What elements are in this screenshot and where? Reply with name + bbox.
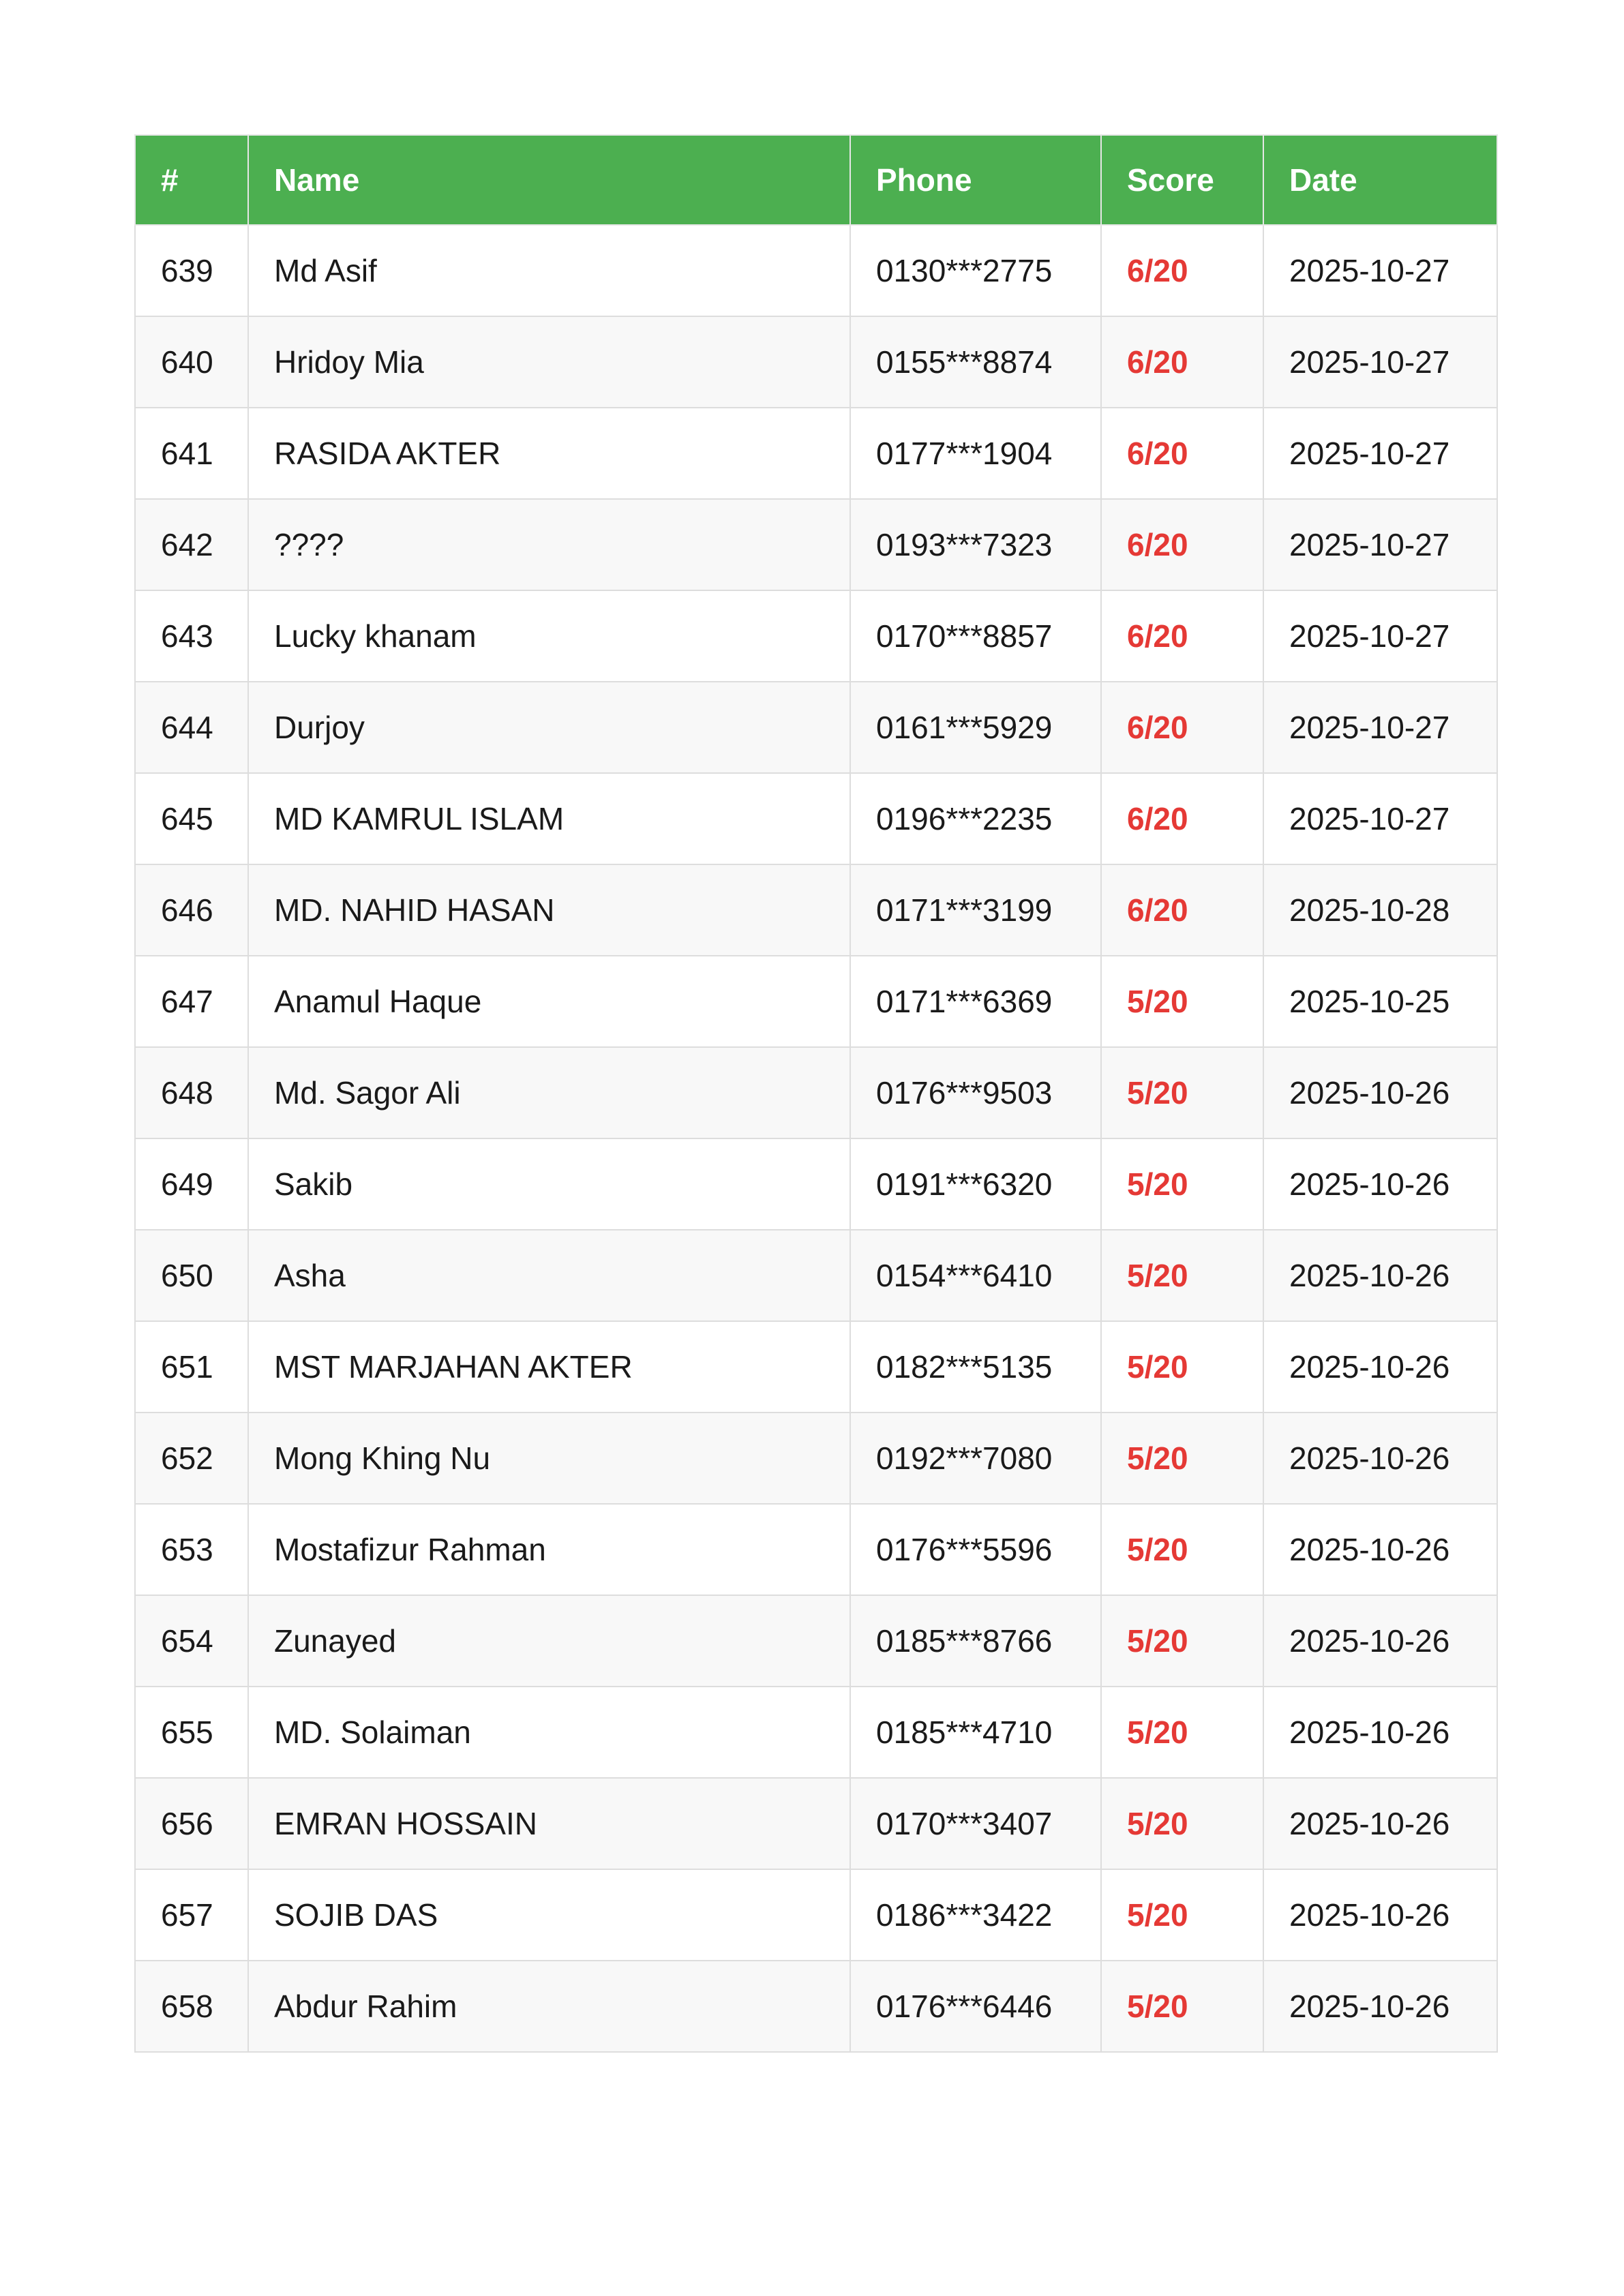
cell-date: 2025-10-26	[1263, 1230, 1497, 1321]
cell-num: 654	[135, 1595, 248, 1687]
cell-name: Lucky khanam	[248, 590, 850, 682]
cell-date: 2025-10-27	[1263, 499, 1497, 590]
cell-phone: 0161***5929	[850, 682, 1101, 773]
cell-num: 655	[135, 1687, 248, 1778]
cell-num: 651	[135, 1321, 248, 1413]
cell-name: SOJIB DAS	[248, 1869, 850, 1961]
cell-name: Anamul Haque	[248, 956, 850, 1047]
cell-phone: 0186***3422	[850, 1869, 1101, 1961]
table-row	[135, 225, 1497, 316]
cell-date: 2025-10-26	[1263, 1961, 1497, 2052]
cell-date: 2025-10-26	[1263, 1047, 1497, 1138]
table-row	[135, 1138, 1497, 1230]
cell-score: 5/20	[1101, 1869, 1263, 1961]
cell-phone: 0192***7080	[850, 1413, 1101, 1504]
cell-phone: 0177***1904	[850, 408, 1101, 499]
cell-score: 5/20	[1101, 1595, 1263, 1687]
header-name: Name	[248, 135, 850, 225]
cell-phone: 0176***5596	[850, 1504, 1101, 1595]
cell-num: 657	[135, 1869, 248, 1961]
cell-score: 6/20	[1101, 590, 1263, 682]
cell-phone: 0176***6446	[850, 1961, 1101, 2052]
cell-date: 2025-10-27	[1263, 682, 1497, 773]
table-header	[135, 135, 1497, 225]
cell-num: 644	[135, 682, 248, 773]
cell-name: EMRAN HOSSAIN	[248, 1778, 850, 1869]
table-row	[135, 499, 1497, 590]
cell-name: ????	[248, 499, 850, 590]
table-row	[135, 1778, 1497, 1869]
header-score: Score	[1101, 135, 1263, 225]
table-row	[135, 1321, 1497, 1413]
cell-phone: 0185***4710	[850, 1687, 1101, 1778]
cell-date: 2025-10-27	[1263, 225, 1497, 316]
cell-phone: 0171***6369	[850, 956, 1101, 1047]
cell-date: 2025-10-26	[1263, 1595, 1497, 1687]
cell-num: 643	[135, 590, 248, 682]
table-row	[135, 864, 1497, 956]
cell-name: MD. Solaiman	[248, 1687, 850, 1778]
cell-score: 5/20	[1101, 1687, 1263, 1778]
cell-phone: 0170***3407	[850, 1778, 1101, 1869]
header-row	[135, 135, 1497, 225]
cell-name: Mostafizur Rahman	[248, 1504, 850, 1595]
header-num: #	[135, 135, 248, 225]
cell-score: 5/20	[1101, 1321, 1263, 1413]
table-row	[135, 1047, 1497, 1138]
table-row	[135, 1595, 1497, 1687]
cell-date: 2025-10-26	[1263, 1687, 1497, 1778]
cell-score: 6/20	[1101, 408, 1263, 499]
cell-name: MST MARJAHAN AKTER	[248, 1321, 850, 1413]
cell-score: 6/20	[1101, 864, 1263, 956]
cell-num: 647	[135, 956, 248, 1047]
table-row	[135, 773, 1497, 864]
cell-num: 652	[135, 1413, 248, 1504]
cell-date: 2025-10-27	[1263, 316, 1497, 408]
cell-phone: 0170***8857	[850, 590, 1101, 682]
cell-phone: 0185***8766	[850, 1595, 1101, 1687]
cell-score: 6/20	[1101, 225, 1263, 316]
cell-name: Mong Khing Nu	[248, 1413, 850, 1504]
cell-phone: 0154***6410	[850, 1230, 1101, 1321]
cell-name: Sakib	[248, 1138, 850, 1230]
table-row	[135, 682, 1497, 773]
results-table	[134, 134, 1498, 2053]
table-row	[135, 1504, 1497, 1595]
table-row	[135, 408, 1497, 499]
cell-phone: 0155***8874	[850, 316, 1101, 408]
cell-num: 648	[135, 1047, 248, 1138]
table-row	[135, 1413, 1497, 1504]
cell-num: 646	[135, 864, 248, 956]
table-body	[135, 225, 1497, 2052]
cell-date: 2025-10-27	[1263, 590, 1497, 682]
cell-phone: 0176***9503	[850, 1047, 1101, 1138]
cell-num: 658	[135, 1961, 248, 2052]
cell-score: 6/20	[1101, 682, 1263, 773]
cell-num: 653	[135, 1504, 248, 1595]
cell-date: 2025-10-26	[1263, 1321, 1497, 1413]
cell-name: Md Asif	[248, 225, 850, 316]
cell-name: Md. Sagor Ali	[248, 1047, 850, 1138]
cell-score: 5/20	[1101, 1047, 1263, 1138]
cell-name: Durjoy	[248, 682, 850, 773]
header-date: Date	[1263, 135, 1497, 225]
cell-phone: 0130***2775	[850, 225, 1101, 316]
cell-date: 2025-10-26	[1263, 1778, 1497, 1869]
cell-phone: 0182***5135	[850, 1321, 1101, 1413]
header-phone: Phone	[850, 135, 1101, 225]
cell-name: Hridoy Mia	[248, 316, 850, 408]
table-row	[135, 316, 1497, 408]
cell-date: 2025-10-25	[1263, 956, 1497, 1047]
cell-phone: 0193***7323	[850, 499, 1101, 590]
cell-score: 5/20	[1101, 1413, 1263, 1504]
table-row	[135, 1961, 1497, 2052]
cell-score: 6/20	[1101, 499, 1263, 590]
cell-date: 2025-10-27	[1263, 408, 1497, 499]
cell-name: RASIDA AKTER	[248, 408, 850, 499]
cell-score: 5/20	[1101, 1778, 1263, 1869]
cell-date: 2025-10-26	[1263, 1869, 1497, 1961]
cell-score: 6/20	[1101, 316, 1263, 408]
cell-num: 645	[135, 773, 248, 864]
cell-num: 640	[135, 316, 248, 408]
cell-num: 650	[135, 1230, 248, 1321]
cell-name: MD KAMRUL ISLAM	[248, 773, 850, 864]
cell-score: 5/20	[1101, 1504, 1263, 1595]
cell-num: 649	[135, 1138, 248, 1230]
cell-score: 5/20	[1101, 1138, 1263, 1230]
cell-phone: 0196***2235	[850, 773, 1101, 864]
cell-score: 5/20	[1101, 1961, 1263, 2052]
cell-score: 5/20	[1101, 1230, 1263, 1321]
cell-score: 6/20	[1101, 773, 1263, 864]
cell-num: 642	[135, 499, 248, 590]
cell-date: 2025-10-28	[1263, 864, 1497, 956]
cell-phone: 0191***6320	[850, 1138, 1101, 1230]
cell-name: Asha	[248, 1230, 850, 1321]
table-row	[135, 956, 1497, 1047]
cell-name: MD. NAHID HASAN	[248, 864, 850, 956]
cell-num: 639	[135, 225, 248, 316]
cell-date: 2025-10-26	[1263, 1504, 1497, 1595]
table-row	[135, 1230, 1497, 1321]
cell-num: 656	[135, 1778, 248, 1869]
cell-date: 2025-10-27	[1263, 773, 1497, 864]
table-row	[135, 1687, 1497, 1778]
cell-name: Abdur Rahim	[248, 1961, 850, 2052]
cell-name: Zunayed	[248, 1595, 850, 1687]
cell-date: 2025-10-26	[1263, 1413, 1497, 1504]
cell-phone: 0171***3199	[850, 864, 1101, 956]
cell-date: 2025-10-26	[1263, 1138, 1497, 1230]
table-row	[135, 1869, 1497, 1961]
cell-score: 5/20	[1101, 956, 1263, 1047]
table-row	[135, 590, 1497, 682]
cell-num: 641	[135, 408, 248, 499]
